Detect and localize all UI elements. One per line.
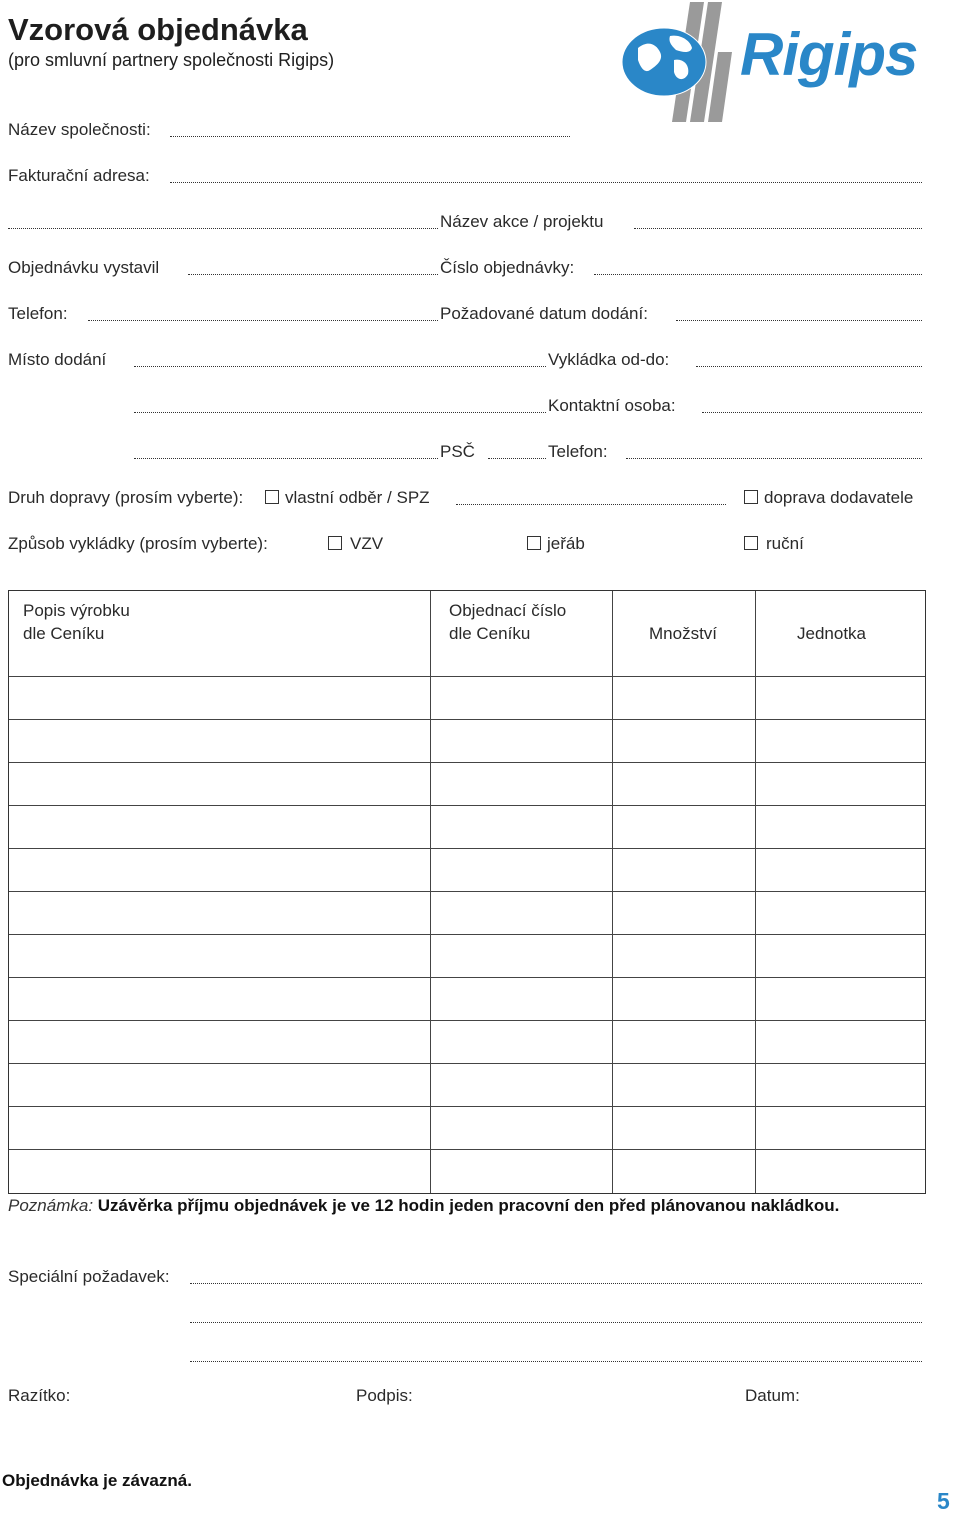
order-number-label: Číslo objednávky: [440, 258, 575, 277]
page-title: Vzorová objednávka [8, 12, 308, 47]
vzv-checkbox[interactable] [328, 536, 342, 550]
own-pickup-label: vlastní odběr / SPZ [285, 488, 430, 507]
own-pickup-checkbox[interactable] [265, 490, 279, 504]
crane-checkbox[interactable] [527, 536, 541, 550]
license-plate-field[interactable] [456, 504, 726, 505]
col-header-order-number: Objednací číslo dle Ceníku [449, 601, 567, 643]
col-header-unit: Jednotka [797, 624, 866, 643]
ordered-by-label: Objednávku vystavil [8, 258, 160, 277]
supplier-transport-label: doprava dodavatele [764, 488, 914, 507]
contact-person-label: Kontaktní osoba: [548, 396, 676, 415]
special-request-field-3[interactable] [190, 1361, 922, 1362]
project-name-label: Název akce / projektu [440, 212, 604, 231]
delivery-date-label: Požadované datum dodání: [440, 304, 648, 323]
billing-address-field[interactable] [170, 182, 922, 183]
col-header-description: Popis výrobku dle Ceníku [23, 601, 130, 643]
unloading-time-field[interactable] [696, 366, 922, 367]
special-request-field-1[interactable] [190, 1283, 922, 1284]
unloading-time-label: Vykládka od-do: [548, 350, 670, 369]
stamp-label: Razítko: [8, 1386, 71, 1405]
company-name-field[interactable] [170, 136, 570, 137]
note-prefix: Poznámka: [8, 1196, 94, 1215]
zip-field[interactable] [488, 458, 546, 459]
unloading-method-label: Způsob vykládky (prosím vyberte): [8, 534, 268, 553]
zip-label: PSČ [440, 442, 475, 461]
crane-label: jeřáb [547, 534, 585, 553]
delivery-place-field[interactable] [134, 366, 546, 367]
vzv-label: VZV [350, 534, 384, 553]
order-table [8, 590, 926, 1194]
logo-text: Rigips [740, 21, 918, 88]
note [8, 1196, 839, 1216]
transport-label: Druh dopravy (prosím vyberte): [8, 488, 244, 507]
phone2-label: Telefon: [548, 442, 608, 461]
page-subtitle: (pro smluvní partnery společnosti Rigips) [8, 50, 335, 70]
delivery-date-field[interactable] [676, 320, 922, 321]
company-name-label: Název společnosti: [8, 120, 151, 139]
ordered-by-field[interactable] [188, 274, 438, 275]
binding-notice: Objednávka je závazná. [2, 1471, 192, 1490]
project-name-field[interactable] [634, 228, 922, 229]
date-label: Datum: [745, 1386, 800, 1405]
signature-label: Podpis: [356, 1386, 413, 1405]
manual-checkbox[interactable] [744, 536, 758, 550]
manual-label: ruční [766, 534, 804, 553]
phone-label: Telefon: [8, 304, 68, 323]
phone2-field[interactable] [626, 458, 922, 459]
phone-field[interactable] [88, 320, 438, 321]
page-number: 5 [937, 1488, 950, 1514]
delivery-place-field-2[interactable] [134, 412, 546, 413]
billing-address-field-2[interactable] [8, 228, 438, 229]
col-header-quantity: Množství [649, 624, 718, 643]
delivery-city-field[interactable] [134, 458, 438, 459]
note-text: Uzávěrka příjmu objednávek je ve 12 hodin jeden pracovní den před plánovanou nakládkou. [97, 1196, 840, 1215]
special-request-field-2[interactable] [190, 1322, 922, 1323]
billing-address-label: Fakturační adresa: [8, 166, 150, 185]
delivery-place-label: Místo dodání [8, 350, 107, 369]
contact-person-field[interactable] [702, 412, 922, 413]
special-request-label: Speciální požadavek: [8, 1267, 170, 1286]
order-number-field[interactable] [594, 274, 922, 275]
supplier-transport-checkbox[interactable] [744, 490, 758, 504]
